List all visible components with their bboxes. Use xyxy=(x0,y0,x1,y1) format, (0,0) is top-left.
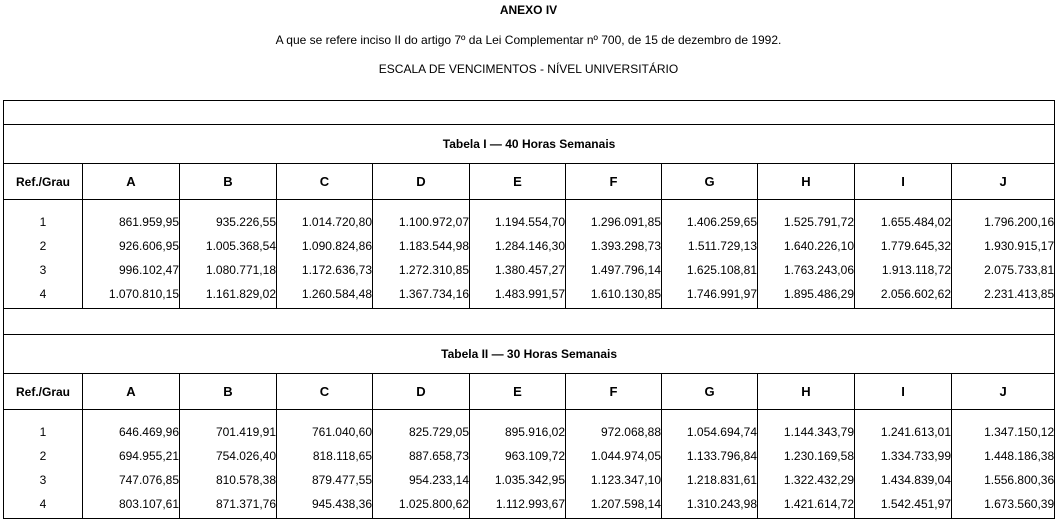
salary-cell: 996.102,47 xyxy=(83,258,180,282)
column-header: G xyxy=(662,164,758,200)
table1-header-row xyxy=(4,164,1055,200)
column-header: J xyxy=(952,374,1055,410)
salary-cell: 1.895.486,29 xyxy=(758,282,855,309)
column-header: Ref./Grau xyxy=(4,374,83,410)
salary-cell: 1.296.091,85 xyxy=(566,200,662,235)
table-row xyxy=(4,200,1055,235)
salary-cell: 761.040,60 xyxy=(277,410,373,445)
salary-cell: 1.625.108,81 xyxy=(662,258,758,282)
salary-cell: 1.511.729,13 xyxy=(662,234,758,258)
salary-cell: 1.123.347,10 xyxy=(566,468,662,492)
salary-cell: 1.763.243,06 xyxy=(758,258,855,282)
column-header: I xyxy=(855,374,952,410)
column-header: H xyxy=(758,164,855,200)
salary-cell: 887.658,73 xyxy=(373,444,470,468)
salary-cell: 1.183.544,98 xyxy=(373,234,470,258)
salary-cell: 747.076,85 xyxy=(83,468,180,492)
salary-cell: 701.419,91 xyxy=(180,410,277,445)
salary-cell: 879.477,55 xyxy=(277,468,373,492)
annex-subtitle: A que se refere inciso II do artigo 7º da Lei Complementar nº 700, de 15 de dezembro de 1992. xyxy=(275,33,782,47)
salary-cell: 1.448.186,38 xyxy=(952,444,1055,468)
salary-cell: 1.393.298,73 xyxy=(566,234,662,258)
salary-cell: 1.930.915,17 xyxy=(952,234,1055,258)
spacer-row xyxy=(4,101,1055,125)
column-header: D xyxy=(373,164,470,200)
salary-cell: 810.578,38 xyxy=(180,468,277,492)
salary-cell: 818.118,65 xyxy=(277,444,373,468)
table-row xyxy=(4,444,1055,468)
salary-cell: 694.955,21 xyxy=(83,444,180,468)
table-row xyxy=(4,234,1055,258)
column-header: C xyxy=(277,374,373,410)
salary-cell: 1.230.169,58 xyxy=(758,444,855,468)
ref-grau-cell: 4 xyxy=(4,492,83,519)
salary-cell: 803.107,61 xyxy=(83,492,180,519)
column-header: H xyxy=(758,374,855,410)
column-header: E xyxy=(470,164,566,200)
ref-grau-cell: 2 xyxy=(4,444,83,468)
ref-grau-cell: 1 xyxy=(4,410,83,445)
salary-cell: 1.310.243,98 xyxy=(662,492,758,519)
table-row xyxy=(4,410,1055,445)
salary-cell: 1.673.560,39 xyxy=(952,492,1055,519)
salary-cell: 1.655.484,02 xyxy=(855,200,952,235)
table-row xyxy=(4,282,1055,309)
salary-cell: 895.916,02 xyxy=(470,410,566,445)
salary-cell: 825.729,05 xyxy=(373,410,470,445)
table2-title: Tabela II — 30 Horas Semanais xyxy=(4,335,1055,374)
salary-cell: 1.241.613,01 xyxy=(855,410,952,445)
column-header: B xyxy=(180,164,277,200)
salary-cell: 1.100.972,07 xyxy=(373,200,470,235)
salary-cell: 1.556.800,36 xyxy=(952,468,1055,492)
salary-cell: 1.035.342,95 xyxy=(470,468,566,492)
ref-grau-cell: 4 xyxy=(4,282,83,309)
column-header: J xyxy=(952,164,1055,200)
salary-cell: 963.109,72 xyxy=(470,444,566,468)
column-header: I xyxy=(855,164,952,200)
ref-grau-cell: 3 xyxy=(4,258,83,282)
table2 xyxy=(4,335,1055,410)
salary-cell: 1.054.694,74 xyxy=(662,410,758,445)
spacer-row xyxy=(4,309,1055,335)
column-header: A xyxy=(83,164,180,200)
salary-cell: 1.380.457,27 xyxy=(470,258,566,282)
salary-cell: 935.226,55 xyxy=(180,200,277,235)
salary-cell: 1.497.796,14 xyxy=(566,258,662,282)
salary-cell: 1.144.343,79 xyxy=(758,410,855,445)
salary-cell: 1.005.368,54 xyxy=(180,234,277,258)
salary-cell: 1.025.800,62 xyxy=(373,492,470,519)
column-header: D xyxy=(373,374,470,410)
salary-cell: 2.075.733,81 xyxy=(952,258,1055,282)
column-header: G xyxy=(662,374,758,410)
ref-grau-cell: 2 xyxy=(4,234,83,258)
annex-title: ANEXO IV xyxy=(499,3,558,17)
salary-cell: 1.218.831,61 xyxy=(662,468,758,492)
salary-cell: 1.483.991,57 xyxy=(470,282,566,309)
table-row xyxy=(4,258,1055,282)
salary-cell: 1.796.200,16 xyxy=(952,200,1055,235)
table1-title: Tabela I — 40 Horas Semanais xyxy=(4,125,1055,164)
salary-cell: 1.172.636,73 xyxy=(277,258,373,282)
salary-cell: 1.913.118,72 xyxy=(855,258,952,282)
salary-cell: 754.026,40 xyxy=(180,444,277,468)
salary-cell: 2.056.602,62 xyxy=(855,282,952,309)
salary-cell: 1.434.839,04 xyxy=(855,468,952,492)
salary-cell: 1.080.771,18 xyxy=(180,258,277,282)
salary-cell: 1.112.993,67 xyxy=(470,492,566,519)
salary-cell: 871.371,76 xyxy=(180,492,277,519)
column-header: Ref./Grau xyxy=(4,164,83,200)
salary-cell: 1.746.991,97 xyxy=(662,282,758,309)
salary-cell: 1.334.733,99 xyxy=(855,444,952,468)
column-header: A xyxy=(83,374,180,410)
salary-cell: 1.284.146,30 xyxy=(470,234,566,258)
salary-cell: 972.068,88 xyxy=(566,410,662,445)
salary-cell: 1.779.645,32 xyxy=(855,234,952,258)
salary-cell: 1.090.824,86 xyxy=(277,234,373,258)
salary-cell: 1.014.720,80 xyxy=(277,200,373,235)
salary-cell: 945.438,36 xyxy=(277,492,373,519)
salary-cell: 954.233,14 xyxy=(373,468,470,492)
salary-cell: 1.367.734,16 xyxy=(373,282,470,309)
salary-cell: 1.406.259,65 xyxy=(662,200,758,235)
table1-body xyxy=(4,200,1055,309)
column-header: B xyxy=(180,374,277,410)
column-header: C xyxy=(277,164,373,200)
table-row xyxy=(4,468,1055,492)
salary-cell: 1.525.791,72 xyxy=(758,200,855,235)
table1 xyxy=(4,125,1055,200)
scale-title: ESCALA DE VENCIMENTOS - NÍVEL UNIVERSITÁRIO xyxy=(378,62,679,76)
table2-body xyxy=(4,410,1055,519)
salary-cell: 1.207.598,14 xyxy=(566,492,662,519)
salary-cell: 1.272.310,85 xyxy=(373,258,470,282)
salary-cell: 2.231.413,85 xyxy=(952,282,1055,309)
column-header: E xyxy=(470,374,566,410)
column-header: F xyxy=(566,164,662,200)
column-header: F xyxy=(566,374,662,410)
table-row xyxy=(4,492,1055,519)
salary-cell: 1.347.150,12 xyxy=(952,410,1055,445)
salary-cell: 1.161.829,02 xyxy=(180,282,277,309)
salary-cell: 1.133.796,84 xyxy=(662,444,758,468)
table2-header-row xyxy=(4,374,1055,410)
ref-grau-cell: 3 xyxy=(4,468,83,492)
salary-cell: 1.322.432,29 xyxy=(758,468,855,492)
salary-cell: 1.044.974,05 xyxy=(566,444,662,468)
salary-cell: 1.260.584,48 xyxy=(277,282,373,309)
salary-cell: 926.606,95 xyxy=(83,234,180,258)
salary-cell: 646.469,96 xyxy=(83,410,180,445)
ref-grau-cell: 1 xyxy=(4,200,83,235)
salary-cell: 1.610.130,85 xyxy=(566,282,662,309)
salary-cell: 1.194.554,70 xyxy=(470,200,566,235)
salary-cell: 861.959,95 xyxy=(83,200,180,235)
salary-scale-table xyxy=(3,100,1055,519)
salary-cell: 1.070.810,15 xyxy=(83,282,180,309)
salary-cell: 1.542.451,97 xyxy=(855,492,952,519)
salary-cell: 1.421.614,72 xyxy=(758,492,855,519)
salary-cell: 1.640.226,10 xyxy=(758,234,855,258)
